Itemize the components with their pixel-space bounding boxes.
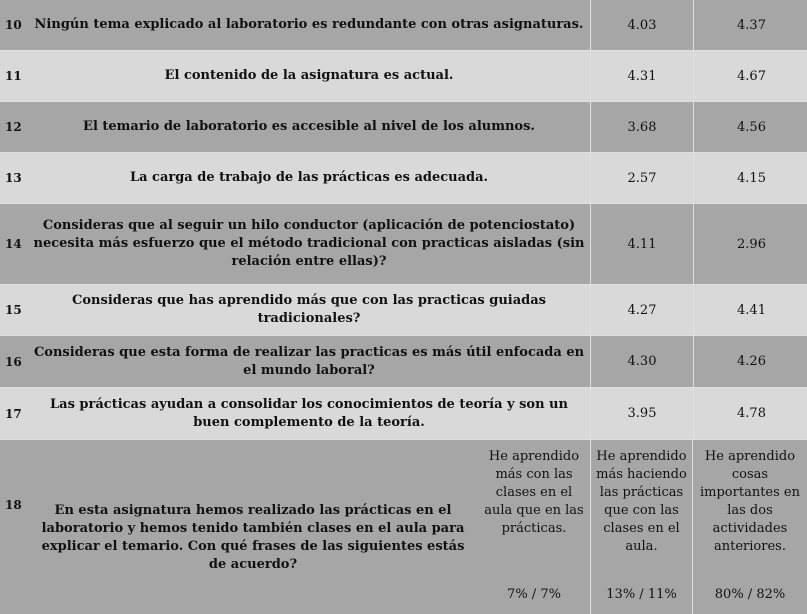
option-percentage: 13% / 11% xyxy=(606,587,677,602)
score-value-2: 4.78 xyxy=(693,388,807,439)
score-value-1: 4.30 xyxy=(590,336,693,387)
option-percentage: 80% / 82% xyxy=(714,587,786,602)
score-value-1: 3.95 xyxy=(590,388,693,439)
score-value-1: 4.31 xyxy=(590,51,693,101)
score-value-2: 4.67 xyxy=(693,51,807,101)
row-number: 12 xyxy=(5,120,22,134)
option-text: He aprendido cosas importantes en las dos actividades anteriores. xyxy=(700,449,800,554)
option-column-1 xyxy=(478,440,590,614)
score-value-2: 2.96 xyxy=(693,204,807,284)
question-text: El temario de laboratorio es accesible al nivel de los alumnos. xyxy=(83,119,535,134)
question-text: Las prácticas ayudan a consolidar los conocimientos de teoría y son un buen complemento de la teoría. xyxy=(50,396,568,430)
row-number: 15 xyxy=(5,303,22,317)
score-value-2: 4.15 xyxy=(693,153,807,203)
score-value-2: 4.41 xyxy=(693,285,807,335)
option-percentage: 7% / 7% xyxy=(507,587,561,602)
row-number: 13 xyxy=(5,171,22,185)
table-row xyxy=(0,51,807,102)
table-row xyxy=(0,440,807,614)
row-number: 10 xyxy=(5,18,22,32)
table-row xyxy=(0,102,807,153)
table-row xyxy=(0,204,807,285)
option-text: He aprendido más con las clases en el aula que en las prácticas. xyxy=(484,449,584,536)
question-text: La carga de trabajo de las prácticas es adecuada. xyxy=(129,170,489,185)
score-value-1: 2.57 xyxy=(590,153,693,203)
table-row xyxy=(0,153,807,204)
score-value-2: 4.56 xyxy=(693,102,807,152)
score-value-1: 3.68 xyxy=(590,102,693,152)
option-column-3 xyxy=(692,440,807,614)
question-text: El contenido de la asignatura es actual. xyxy=(164,68,454,83)
score-value-1: 4.27 xyxy=(590,285,693,335)
option-text: He aprendido más haciendo las prácticas que con las clases en el aula. xyxy=(596,449,687,554)
table-row xyxy=(0,336,807,388)
row-number: 17 xyxy=(5,406,22,421)
question-text: Consideras que al seguir un hilo conductor (aplicación de potenciostato) necesita más esfuerzo que el método tradicional con practicas aisladas (sin relación entre ellas)? xyxy=(33,218,585,269)
question-text: Ningún tema explicado al laboratorio es redundante con otras asignaturas. xyxy=(34,17,584,32)
row-number: 16 xyxy=(5,354,22,369)
table-row xyxy=(0,388,807,440)
row-number: 18 xyxy=(5,498,22,512)
question-text: Consideras que esta forma de realizar las practicas es más útil enfocada en el mundo laboral? xyxy=(33,344,585,378)
row-number: 14 xyxy=(5,237,22,251)
question-text: Consideras que has aprendido más que con las practicas guiadas tradicionales? xyxy=(72,293,546,326)
table-row xyxy=(0,285,807,336)
score-value-1: 4.11 xyxy=(590,204,693,284)
score-value-2: 4.37 xyxy=(693,0,807,50)
score-value-2: 4.26 xyxy=(693,336,807,387)
score-value-1: 4.03 xyxy=(590,0,693,50)
question-text: En esta asignatura hemos realizado las prácticas en el laboratorio y hemos tenido también clases en el aula para explicar el temario. Con qué frases de las siguientes estás de acuerdo? xyxy=(41,503,465,572)
table-row xyxy=(0,0,807,51)
option-column-2 xyxy=(590,440,692,614)
row-number: 11 xyxy=(5,69,22,83)
